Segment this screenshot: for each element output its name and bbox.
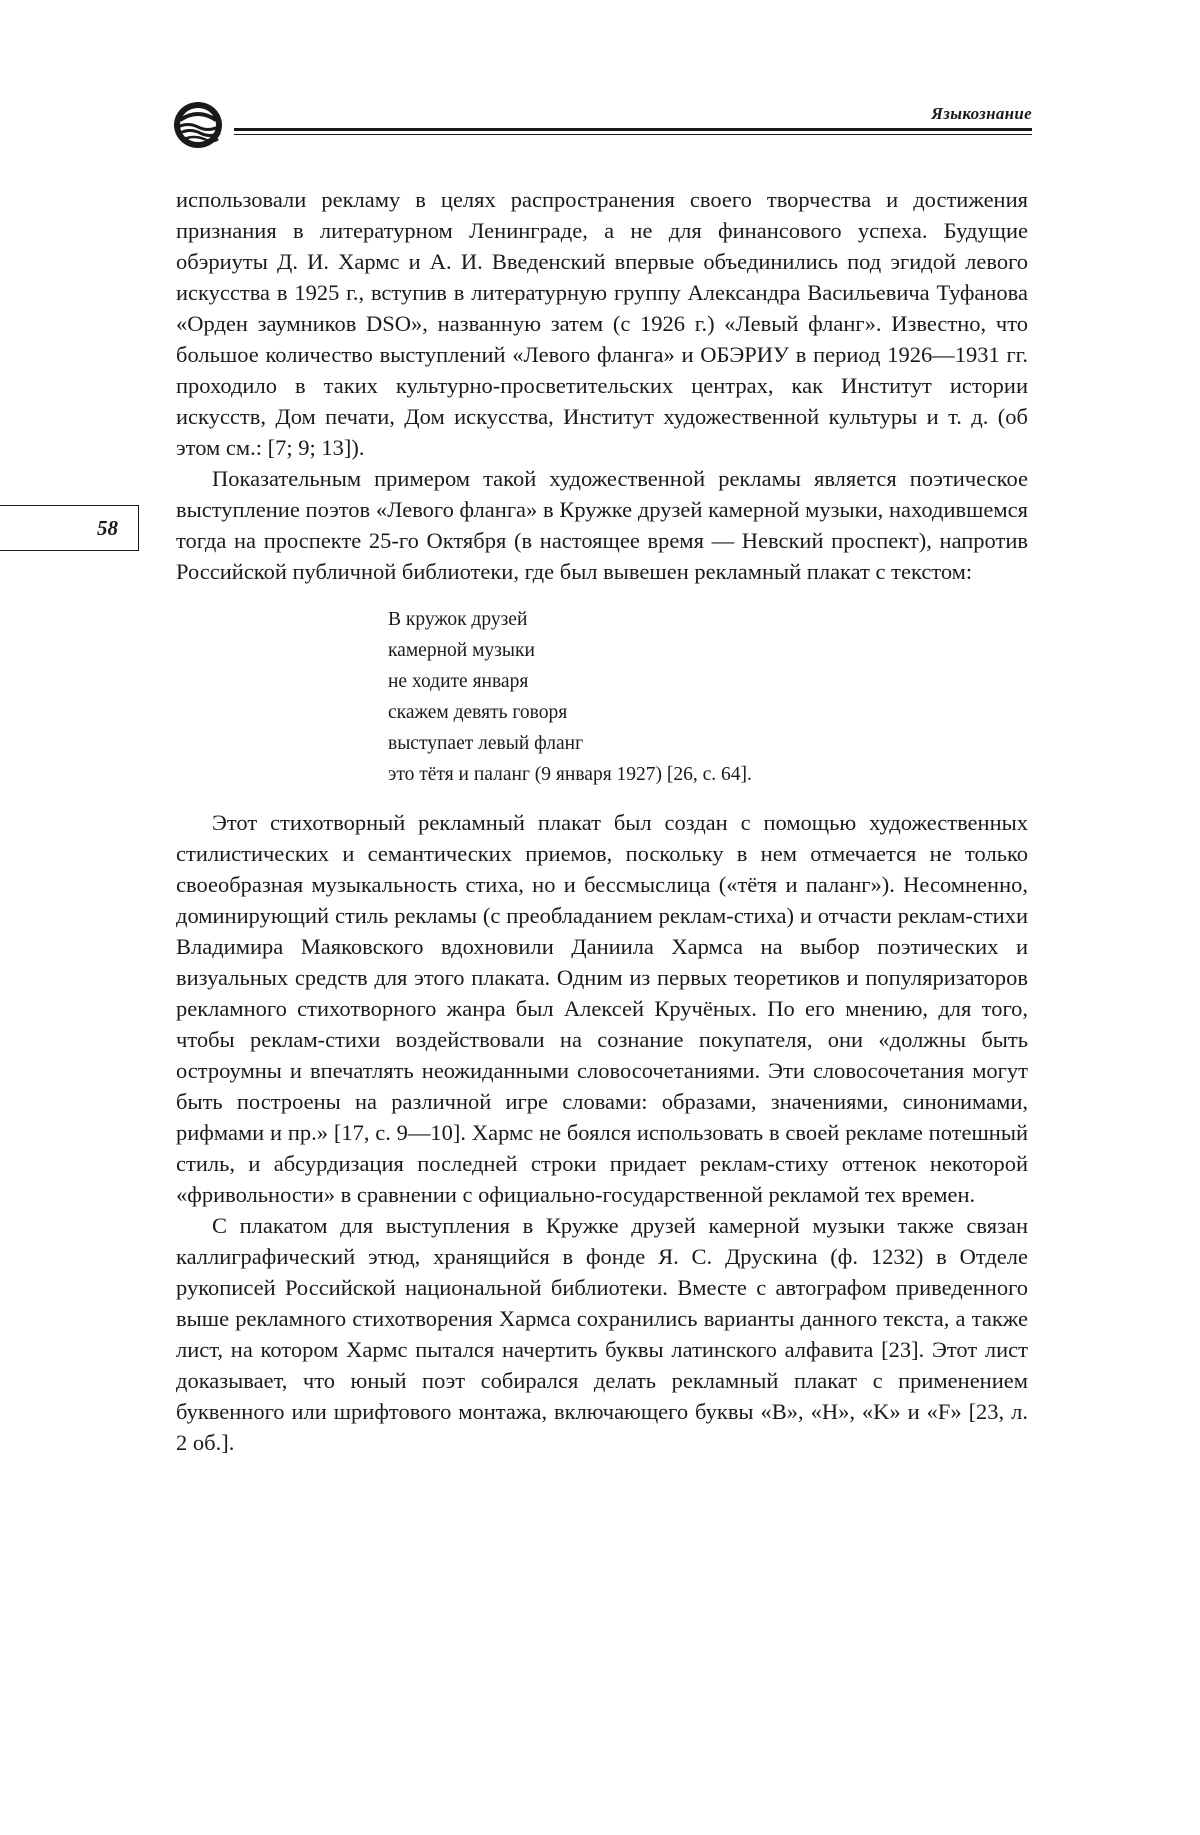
page-number-tab <box>0 505 139 551</box>
running-header <box>172 100 1032 150</box>
poem-line: скажем девять говоря <box>388 702 568 723</box>
paragraph-4: С плакатом для выступления в Кружке друзей камерной музыки также связан каллиграфический этюд, хранящийся в фонде Я. С. Друскина (ф. 1232) в Отделе рукописей Российской национальной библиотеки. Вместе с автографом приведенного выше рекламного стихотворения Хармса сохранились варианты данного текста, а также лист, на котором Хармс пытался начертить буквы латинского алфавита [23]. Этот лист доказывает, что юный поэт собирался делать рекламный плакат с применением буквенного или шрифтового монтажа, включающего буквы «B», «H», «K» и «F» [23, л. 2 об.]. <box>176 1213 1028 1455</box>
header-rule <box>234 128 1032 135</box>
poem-quote <box>388 604 1028 790</box>
article-body <box>176 184 1028 1458</box>
page-number: 58 <box>97 515 118 540</box>
poem-line: выступает левый фланг <box>388 733 584 754</box>
paragraph-3: Этот стихотворный рекламный плакат был создан с помощью художественных стилистических и семантических приемов, поскольку в нем отмечается не только своеобразная музыкальность стиха, но и бессмыслица («тётя и паланг»). Несомненно, доминирующий стиль рекламы (с преобладанием реклам-стиха) и отчасти реклам-стихи Владимира Маяковского вдохновили Даниила Хармса на выбор поэтических и визуальных средств для этого плаката. Одним из первых теоретиков и популяризаторов рекламного стихотворного жанра был Алексей Кручёных. По его мнению, для того, чтобы реклам-стихи воздействовали на сознание покупателя, они «должны быть остроумны и впечатлять неожиданными словосочетаниями. Эти словосочетания могут быть построены на различной игре словами: образами, значениями, синонимами, рифмами и пр.» [17, с. 9—10]. Хармс не боялся использовать в своей рекламе потешный стиль, и абсурдизация последней строки придает реклам-стиху оттенок некоторой «фривольности» в сравнении с официально-государственной рекламой тех времен. <box>176 810 1028 1207</box>
poem-line: это тётя и паланг (9 января 1927) [26, с. 64]. <box>388 764 752 785</box>
poem-line: не ходите января <box>388 671 529 692</box>
paragraph-2: Показательным примером такой художественной рекламы является поэтическое выступление поэтов «Левого фланга» в Кружке друзей камерной музыки, находившемся тогда на проспекте 25-го Октября (в настоящее время — Невский проспект), напротив Российской публичной библиотеки, где был вывешен рекламный плакат с текстом: <box>176 466 1028 584</box>
poem-line: В кружок друзей <box>388 609 528 630</box>
section-title: Языкознание <box>931 104 1032 123</box>
journal-wave-logo-icon <box>172 100 232 150</box>
paragraph-1: использовали рекламу в целях распространения своего творчества и достижения признания в литературном Ленинграде, а не для финансового успеха. Будущие обэриуты Д. И. Хармс и А. И. Введенский впервые объединились под эгидой левого искусства в 1925 г., вступив в литературную группу Александра Васильевича Туфанова «Орден заумников DSO», названную затем (с 1926 г.) «Левый фланг». Известно, что большое количество выступлений «Левого фланга» и ОБЭРИУ в период 1926—1931 гг. проходило в таких культурно-просветительских центрах, как Институт истории искусств, Дом печати, Дом искусства, Институт художественной культуры и т. д. (об этом см.: [7; 9; 13]). <box>176 187 1028 460</box>
poem-line: камерной музыки <box>388 640 535 661</box>
